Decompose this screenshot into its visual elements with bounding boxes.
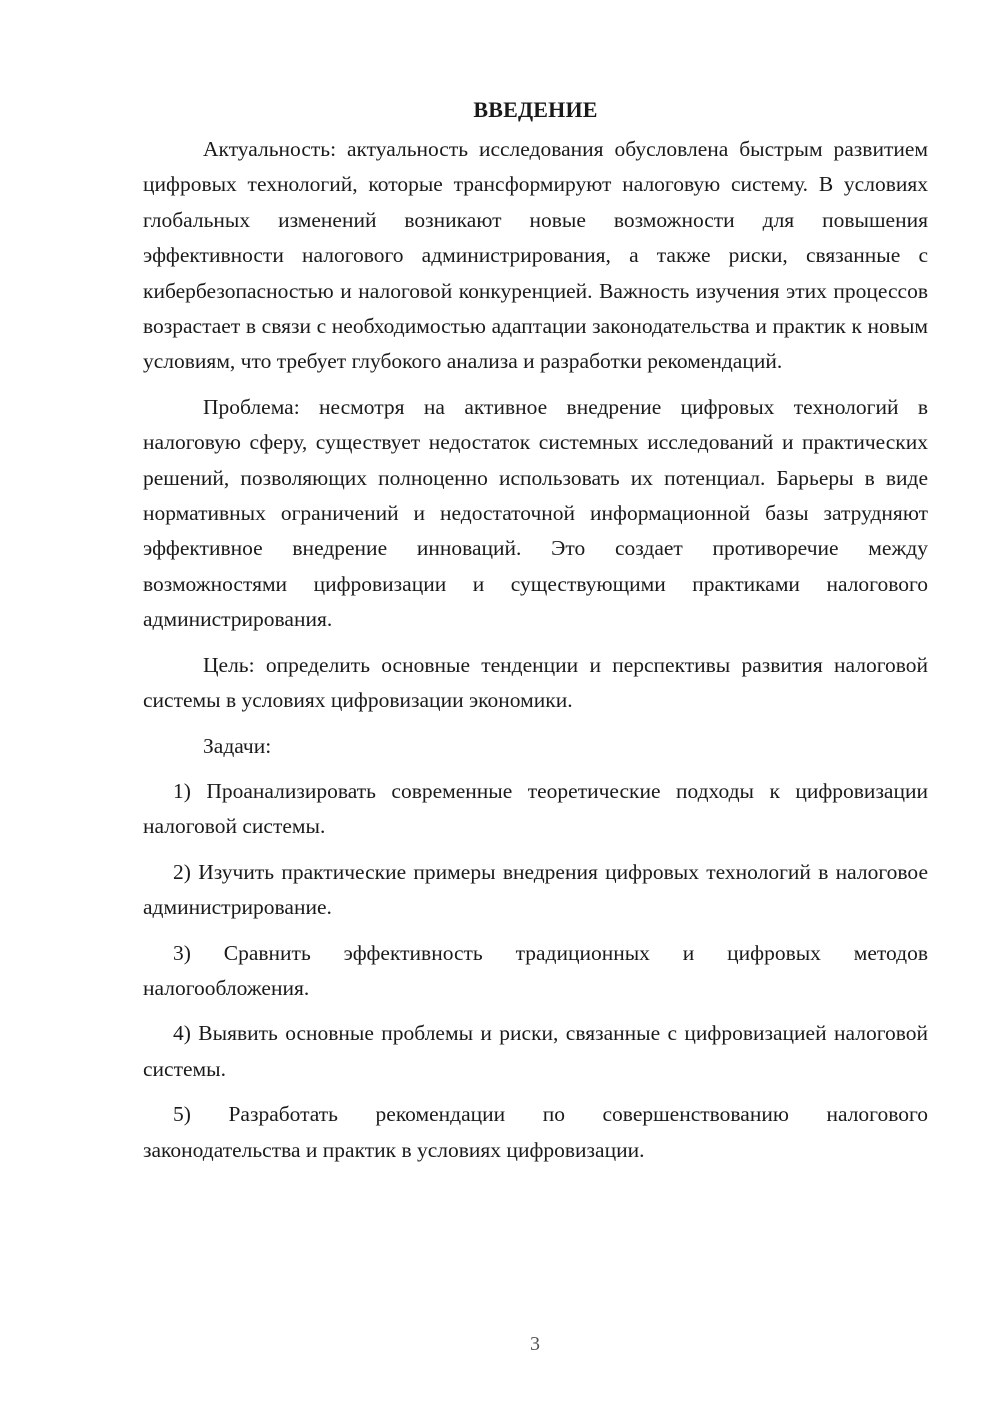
paragraph-goal: Цель: определить основные тенденции и перспективы развития налоговой системы в условиях цифровизации экономики. xyxy=(143,652,928,713)
task-item: 2) Изучить практические примеры внедрения цифровых технологий в налоговое администрирование. xyxy=(143,859,928,920)
task-item: 4) Выявить основные проблемы и риски, связанные с цифровизацией налоговой системы. xyxy=(143,1021,928,1081)
task-item: 1) Проанализировать современные теоретические подходы к цифровизации налоговой системы. xyxy=(143,778,928,839)
document-page xyxy=(143,92,928,1168)
paragraph-problem: Проблема: несмотря на активное внедрение цифровых технологий в налоговую сферу, существует недостаток системных исследований и практических решений, позволяющих полноценно использовать их потенциал. Барьеры в виде нормативных ограничений и недостаточной информационной базы затрудняют эффективное внедрение инноваций. Это создает противоречие между возможностями цифровизации и существующими практиками налогового администрирования. xyxy=(143,394,928,632)
section-heading: ВВЕДЕНИЕ xyxy=(473,97,598,122)
paragraph-relevance: Актуальность: актуальность исследования обусловлена быстрым развитием цифровых технологий, которые трансформируют налоговую систему. В условиях глобальных изменений возникают новые возможности для повышения эффективности налогового администрирования, а также риски, связанные с кибербезопасностью и налоговой конкуренцией. Важность изучения этих процессов возрастает в связи с необходимостью адаптации законодательства и практик к новым условиям, что требует глубокого анализа и разработки рекомендаций. xyxy=(143,137,928,374)
paragraph-tasks-label: Задачи: xyxy=(203,733,272,758)
task-item: 3) Сравнить эффективность традиционных и цифровых методов налогообложения. xyxy=(143,940,928,1000)
page-number: 3 xyxy=(530,1333,540,1355)
task-item: 5) Разработать рекомендации по совершенствованию налогового законодательства и практик в условиях цифровизации. xyxy=(143,1102,928,1162)
